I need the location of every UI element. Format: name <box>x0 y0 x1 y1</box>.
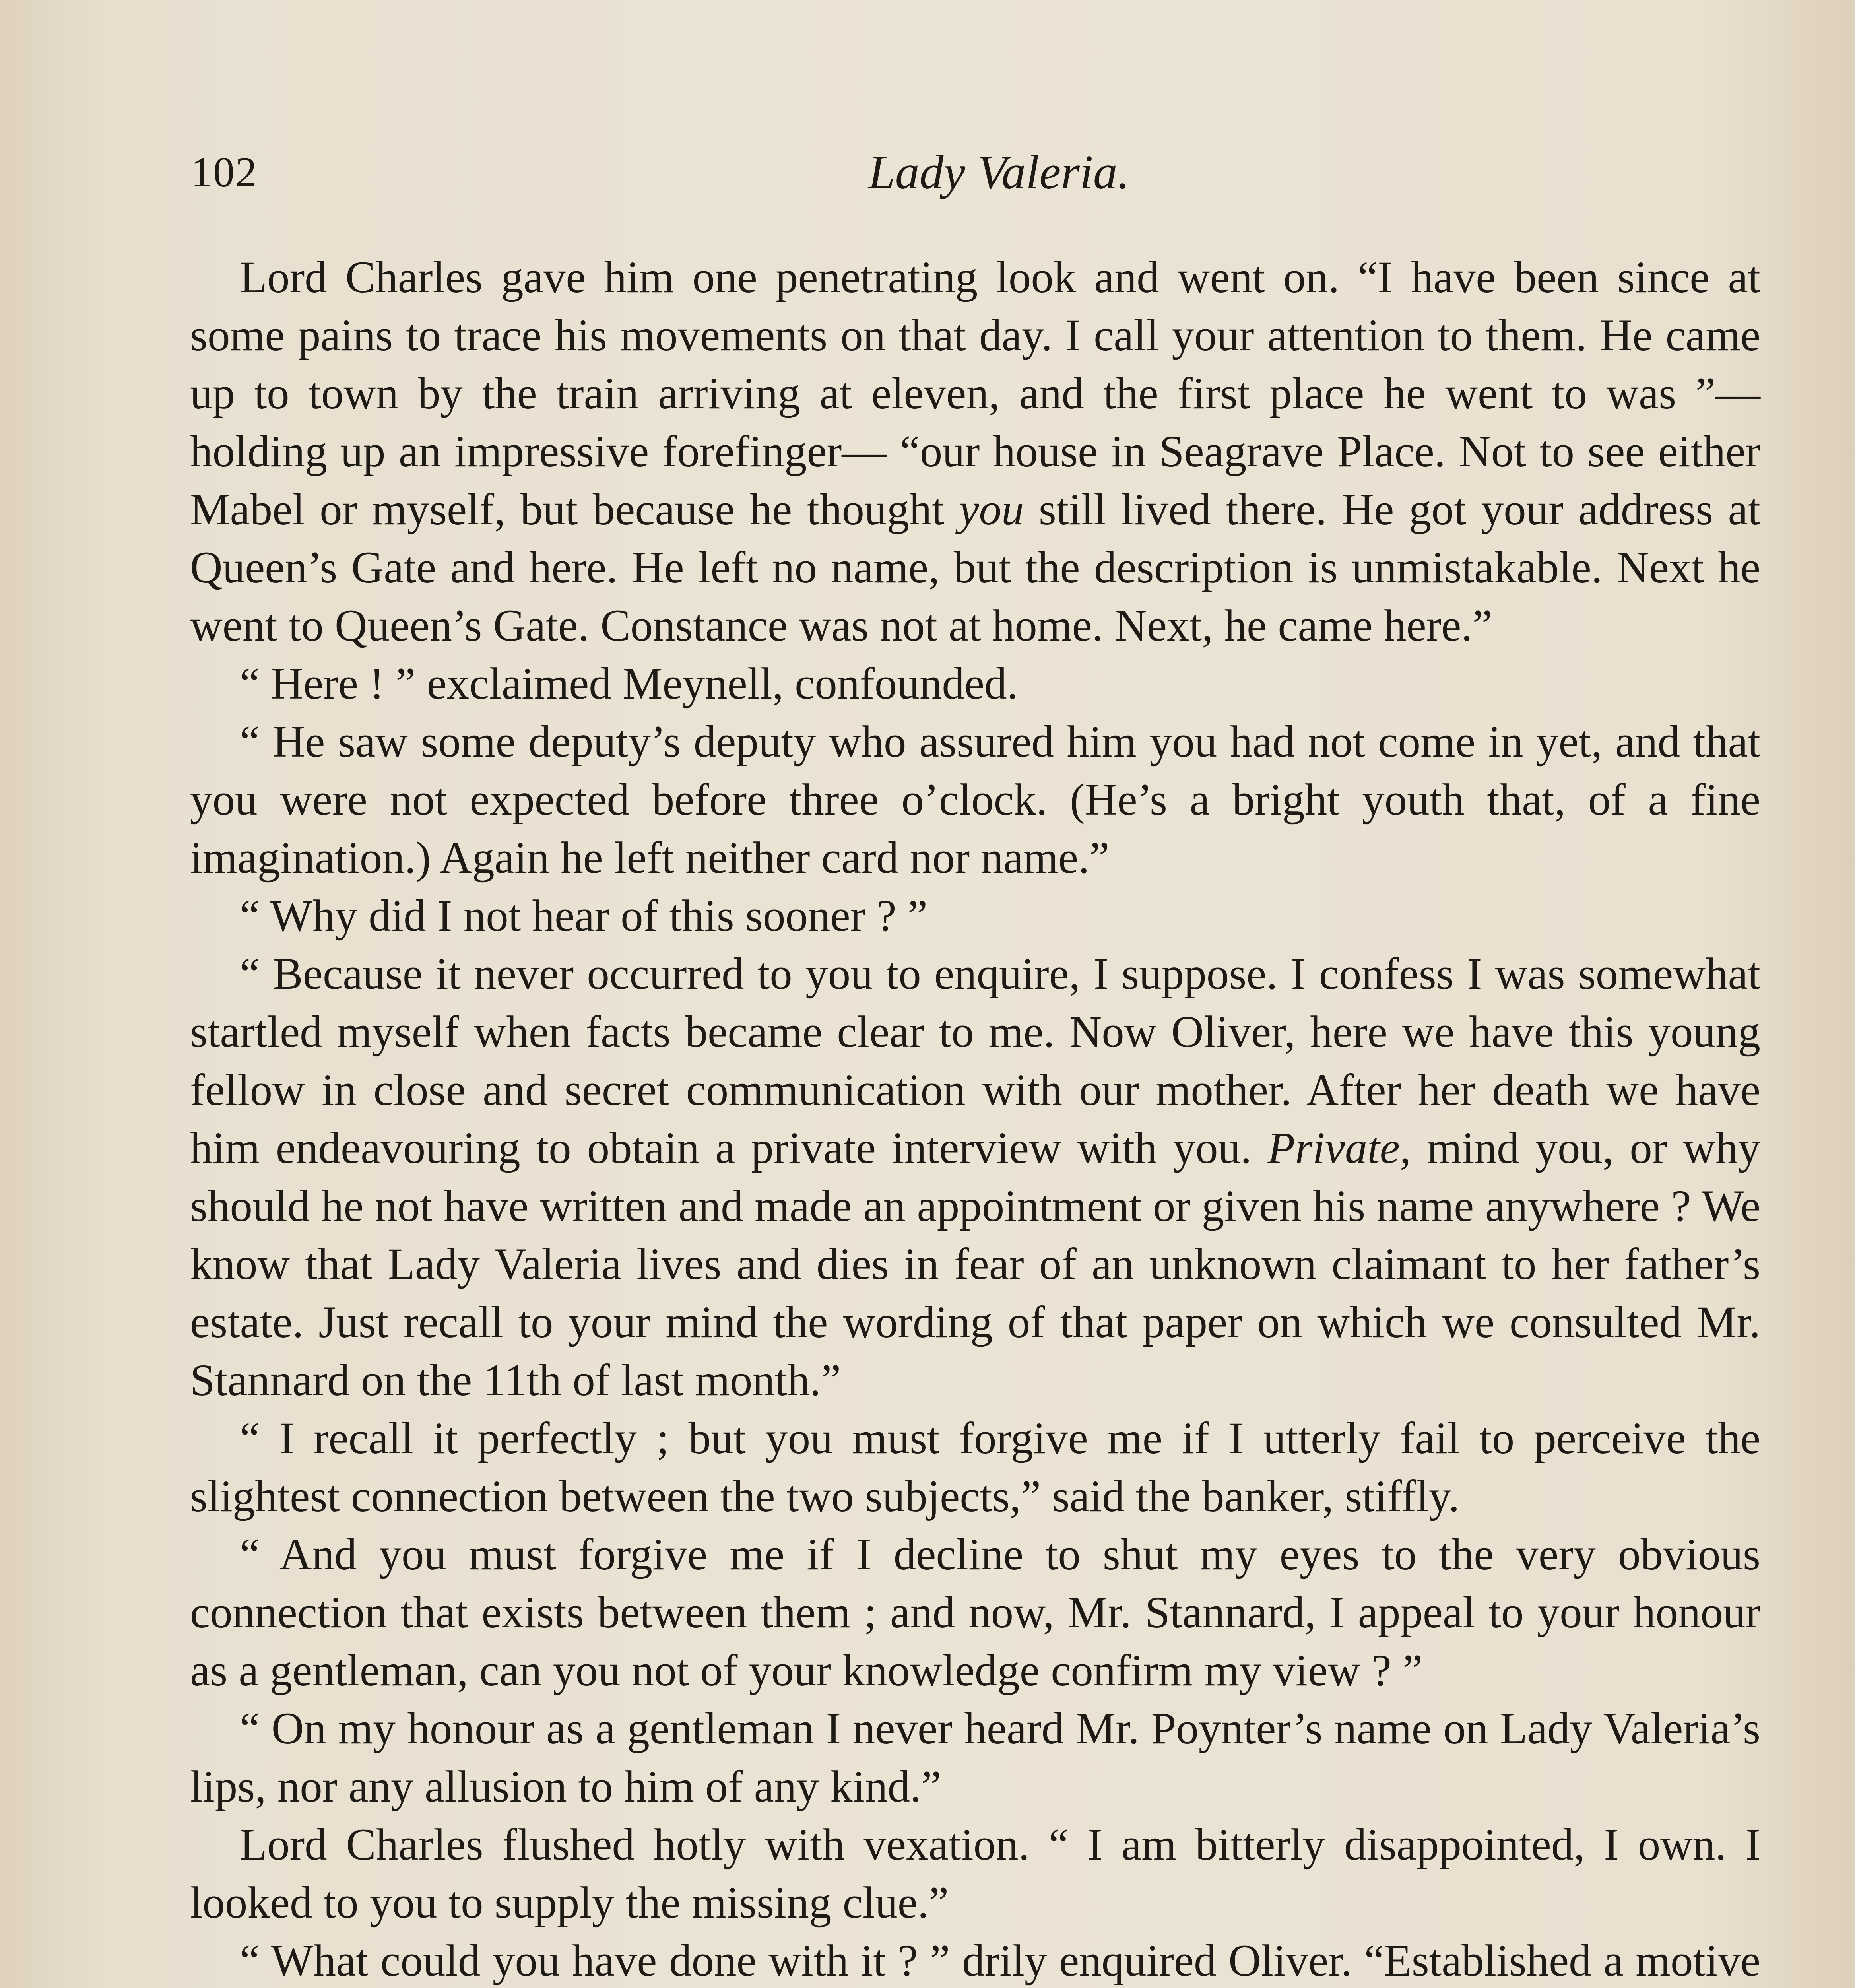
body-text <box>190 248 1760 1988</box>
page-number: 102 <box>191 149 258 196</box>
paragraph: Lord Charles gave him one penetrating look and went on. “I have been since at some pains to trace his movements on that day. I call your attention to them. He came up to town by the train arriving at eleven, and the first place he went to was ”— holding up an impressive forefinger— “our house in Seagrave Place. Not to see either Mabel or myself, but because he thought you still lived there. He got your address at Queen’s Gate and here. He left no name, but the description is unmistakable. Next he went to Queen’s Gate. Constance was not at home. Next, he came here.” <box>190 252 1761 650</box>
paragraph: “ Why did I not hear of this sooner ? ” <box>240 891 928 941</box>
paragraph: “ I recall it perfectly ; but you must forgive me if I utterly fail to perceive the slightest connection between the two subjects,” said the banker, stiffly. <box>190 1413 1760 1521</box>
paragraph: “ What could you have done with it ? ” drily enquired Oliver. “Established a motive <box>240 1936 1760 1986</box>
paragraph: “ And you must forgive me if I decline to shut my eyes to the very obvious connection that exists between them ; and now, Mr. Stannard, I appeal to your honour as a gentleman, can you not of your knowledge confirm my view ? ” <box>190 1530 1760 1695</box>
italic-emphasis: you <box>959 485 1024 534</box>
paragraph: “ Here ! ” exclaimed Meynell, confounded. <box>240 659 1018 709</box>
paragraph: Lord Charles flushed hotly with vexation. “ I am bitterly disappointed, I own. I looked to you to supply the missing clue.” <box>190 1820 1760 1928</box>
paragraph: “ He saw some deputy’s deputy who assured him you had not come in yet, and that you were not expected before three o’clock. (He’s a bright youth that, of a fine imagination.) Again he left neither card nor name.” <box>190 717 1760 883</box>
paragraph: “ On my honour as a gentleman I never heard Mr. Poynter’s name on Lady Valeria’s lips, nor any allusion to him of any kind.” <box>190 1704 1760 1811</box>
italic-emphasis: Private <box>1267 1123 1400 1173</box>
paragraph: “ Because it never occurred to you to enquire, I suppose. I confess I was somewhat startled myself when facts became clear to me. Now Oliver, here we have this young fellow in close and secret communication with our mother. After her death we have him endeavouring to obtain a private interview with you. Private, mind you, or why should he not have written and made an appointment or given his name anywhere ? We know that Lady Valeria lives and dies in fear of an unknown claimant to her father’s estate. Just recall to your mind the wording of that paper on which we consulted Mr. Stannard on the 11th of last month.” <box>190 949 1760 1405</box>
running-title: Lady Valeria. <box>868 146 1130 199</box>
page-header <box>191 148 1759 208</box>
